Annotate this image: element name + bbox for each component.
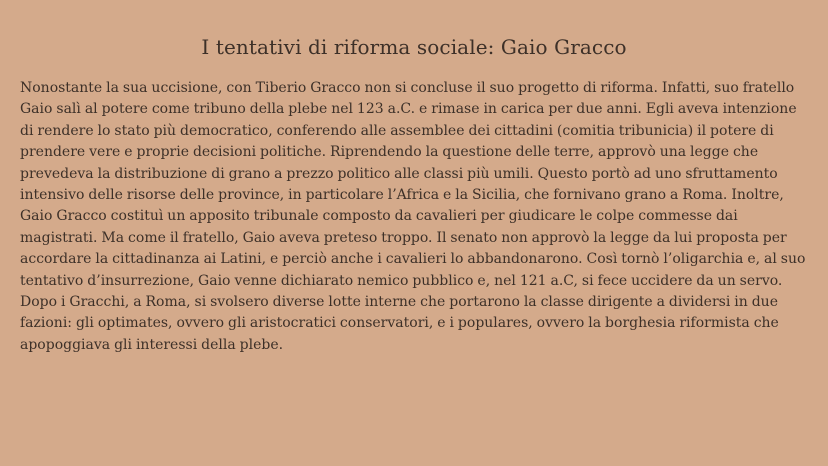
slide-title: I tentativi di riforma sociale: Gaio Gracco <box>201 35 627 59</box>
slide-body-text: Nonostante la sua uccisione, con Tiberio Gracco non si concluse il suo progetto di riforma. Infatti, suo fratello Gaio salì al potere come tribuno della plebe nel 123 a.C. e rimase in carica per due anni. Egli aveva intenzione di rendere lo stato più democratico, conferendo alle assemblee dei cittadini (comitia tribunicia) il potere di prendere vere e proprie decisioni politiche. Riprendendo la questione delle terre, approvò una legge che prevedeva la distribuzione di grano a prezzo politico alle classi più umili. Questo portò ad uno sfruttamento intensivo delle risorse delle province, in particolare l’Africa e la Sicilia, che fornivano grano a Roma. Inoltre, Gaio Gracco costituì un apposito tribunale composto da cavalieri per giudicare le colpe commesse dai magistrati. Ma come il fratello, Gaio aveva preteso troppo. Il senato non approvò la legge da lui proposta per accordare la cittadinanza ai Latini, e perciò anche i cavalieri lo abbandonarono. Così tornò l’oligarchia e, al suo tentativo d’insurrezione, Gaio venne dichiarato nemico pubblico e, nel 121 a.C, si fece uccidere da un servo. Dopo i Gracchi, a Roma, si svolsero diverse lotte interne che portarono la classe dirigente a dividersi in due fazioni: gli optimates, ovvero gli aristocratici conservatori, e i populares, ovvero la borghesia riformista che apopoggiava gli interessi della plebe. <box>20 80 806 353</box>
